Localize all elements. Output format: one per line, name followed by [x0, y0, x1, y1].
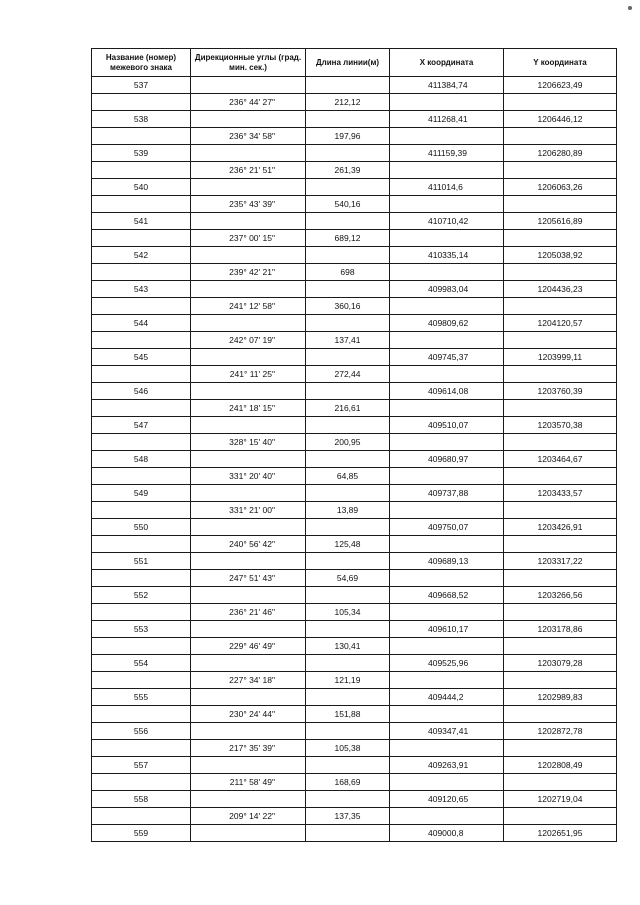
cell-angle	[191, 77, 306, 94]
cell-length: 105,34	[306, 604, 390, 621]
cell-length: 151,88	[306, 706, 390, 723]
cell-y: 1205038,92	[504, 247, 617, 264]
cell-name: 543	[92, 281, 191, 298]
cell-name: 542	[92, 247, 191, 264]
cell-length: 137,41	[306, 332, 390, 349]
cell-angle	[191, 825, 306, 842]
table-row	[92, 383, 617, 400]
cell-y	[504, 604, 617, 621]
cell-y: 1203433,57	[504, 485, 617, 502]
cell-y	[504, 570, 617, 587]
cell-angle: 237° 00' 15"	[191, 230, 306, 247]
cell-y	[504, 638, 617, 655]
table-row	[92, 468, 617, 485]
cell-x: 410710,42	[390, 213, 504, 230]
cell-y: 1202651,95	[504, 825, 617, 842]
table-row	[92, 264, 617, 281]
cell-y	[504, 502, 617, 519]
cell-x	[390, 706, 504, 723]
cell-y: 1206063,26	[504, 179, 617, 196]
cell-y	[504, 536, 617, 553]
cell-name	[92, 468, 191, 485]
cell-name: 549	[92, 485, 191, 502]
cell-name: 553	[92, 621, 191, 638]
cell-x: 410335,14	[390, 247, 504, 264]
cell-y	[504, 434, 617, 451]
cell-name: 538	[92, 111, 191, 128]
table-row	[92, 417, 617, 434]
cell-name: 544	[92, 315, 191, 332]
cell-angle	[191, 587, 306, 604]
cell-length	[306, 213, 390, 230]
cell-length: 212,12	[306, 94, 390, 111]
cell-length	[306, 145, 390, 162]
cell-name: 537	[92, 77, 191, 94]
table-row	[92, 145, 617, 162]
cell-y	[504, 196, 617, 213]
table-row	[92, 604, 617, 621]
table-row	[92, 366, 617, 383]
cell-x	[390, 502, 504, 519]
cell-y	[504, 808, 617, 825]
cell-x: 409750,07	[390, 519, 504, 536]
cell-x: 409614,08	[390, 383, 504, 400]
table-row	[92, 774, 617, 791]
cell-x: 409610,17	[390, 621, 504, 638]
cell-name: 550	[92, 519, 191, 536]
cell-name	[92, 570, 191, 587]
cell-length	[306, 417, 390, 434]
cell-length	[306, 247, 390, 264]
cell-name	[92, 366, 191, 383]
cell-x: 409668,52	[390, 587, 504, 604]
cell-x: 409347,41	[390, 723, 504, 740]
cell-name	[92, 332, 191, 349]
cell-angle: 247° 51' 43"	[191, 570, 306, 587]
header-angle: Дирекционные углы (град. мин. сек.)	[191, 49, 306, 77]
cell-x: 409745,37	[390, 349, 504, 366]
table-row	[92, 315, 617, 332]
cell-length: 121,19	[306, 672, 390, 689]
table-row	[92, 247, 617, 264]
cell-name: 556	[92, 723, 191, 740]
cell-x: 409983,04	[390, 281, 504, 298]
table-row	[92, 723, 617, 740]
cell-name	[92, 298, 191, 315]
cell-length: 125,48	[306, 536, 390, 553]
cell-y: 1203464,67	[504, 451, 617, 468]
cell-name	[92, 400, 191, 417]
cell-y: 1203317,22	[504, 553, 617, 570]
table-row	[92, 808, 617, 825]
cell-name	[92, 230, 191, 247]
cell-length	[306, 723, 390, 740]
cell-x: 411014,6	[390, 179, 504, 196]
cell-name	[92, 94, 191, 111]
cell-angle	[191, 485, 306, 502]
cell-name: 554	[92, 655, 191, 672]
cell-name	[92, 434, 191, 451]
cell-name	[92, 536, 191, 553]
table-row	[92, 400, 617, 417]
cell-x	[390, 298, 504, 315]
cell-name: 551	[92, 553, 191, 570]
cell-name	[92, 128, 191, 145]
cell-angle: 241° 18' 15"	[191, 400, 306, 417]
cell-length	[306, 655, 390, 672]
cell-name	[92, 808, 191, 825]
cell-x	[390, 434, 504, 451]
cell-length: 64,85	[306, 468, 390, 485]
cell-x	[390, 536, 504, 553]
cell-angle: 236° 34' 58"	[191, 128, 306, 145]
table-body	[92, 77, 617, 842]
cell-length: 360,16	[306, 298, 390, 315]
cell-angle	[191, 757, 306, 774]
cell-length	[306, 349, 390, 366]
cell-length: 137,35	[306, 808, 390, 825]
cell-angle	[191, 621, 306, 638]
cell-angle: 241° 12' 58"	[191, 298, 306, 315]
cell-y	[504, 298, 617, 315]
cell-angle	[191, 213, 306, 230]
cell-length: 261,39	[306, 162, 390, 179]
cell-name: 557	[92, 757, 191, 774]
cell-angle: 236° 21' 51"	[191, 162, 306, 179]
cell-length: 105,38	[306, 740, 390, 757]
cell-length	[306, 553, 390, 570]
cell-angle: 217° 35' 39"	[191, 740, 306, 757]
cell-length: 130,41	[306, 638, 390, 655]
cell-length	[306, 77, 390, 94]
cell-name	[92, 672, 191, 689]
cell-x	[390, 672, 504, 689]
cell-angle	[191, 383, 306, 400]
cell-y	[504, 366, 617, 383]
cell-x: 411159,39	[390, 145, 504, 162]
cell-y	[504, 128, 617, 145]
table-row	[92, 77, 617, 94]
cell-length	[306, 757, 390, 774]
cell-angle: 241° 11' 25"	[191, 366, 306, 383]
cell-x: 409680,97	[390, 451, 504, 468]
table-row	[92, 94, 617, 111]
cell-name: 546	[92, 383, 191, 400]
table-row	[92, 213, 617, 230]
cell-x	[390, 740, 504, 757]
cell-name	[92, 604, 191, 621]
cell-length: 216,61	[306, 400, 390, 417]
cell-angle: 229° 46' 49"	[191, 638, 306, 655]
cell-y	[504, 740, 617, 757]
table-row	[92, 519, 617, 536]
cell-length	[306, 383, 390, 400]
cell-length: 197,96	[306, 128, 390, 145]
cell-angle	[191, 281, 306, 298]
cell-y: 1203999,11	[504, 349, 617, 366]
cell-length	[306, 621, 390, 638]
cell-y: 1202872,78	[504, 723, 617, 740]
table-row	[92, 587, 617, 604]
cell-length: 540,16	[306, 196, 390, 213]
table-row	[92, 757, 617, 774]
cell-y	[504, 162, 617, 179]
cell-x: 409525,96	[390, 655, 504, 672]
cell-name	[92, 706, 191, 723]
cell-angle: 235° 43' 39"	[191, 196, 306, 213]
cell-length: 168,69	[306, 774, 390, 791]
cell-angle	[191, 655, 306, 672]
cell-x: 409809,62	[390, 315, 504, 332]
table-row	[92, 332, 617, 349]
cell-y	[504, 94, 617, 111]
cell-y: 1203760,39	[504, 383, 617, 400]
table-row	[92, 179, 617, 196]
cell-x: 409510,07	[390, 417, 504, 434]
table-row	[92, 621, 617, 638]
cell-y: 1202719,04	[504, 791, 617, 808]
table-row	[92, 230, 617, 247]
cell-x	[390, 638, 504, 655]
header-name: Название (номер) межевого знака	[92, 49, 191, 77]
cell-x: 409000,8	[390, 825, 504, 842]
cell-angle	[191, 315, 306, 332]
cell-name: 539	[92, 145, 191, 162]
cell-y	[504, 332, 617, 349]
cell-length	[306, 689, 390, 706]
cell-angle: 331° 21' 00"	[191, 502, 306, 519]
cell-y	[504, 774, 617, 791]
cell-x: 411384,74	[390, 77, 504, 94]
table-row	[92, 706, 617, 723]
cell-y	[504, 400, 617, 417]
cell-name: 545	[92, 349, 191, 366]
table-row	[92, 434, 617, 451]
cell-length: 698	[306, 264, 390, 281]
cell-y: 1204120,57	[504, 315, 617, 332]
cell-angle	[191, 145, 306, 162]
cell-angle: 240° 56' 42"	[191, 536, 306, 553]
cell-length	[306, 519, 390, 536]
cell-x	[390, 162, 504, 179]
table-row	[92, 111, 617, 128]
cell-name	[92, 774, 191, 791]
cell-angle: 227° 34' 18"	[191, 672, 306, 689]
cell-length	[306, 791, 390, 808]
cell-name: 540	[92, 179, 191, 196]
cell-angle: 211° 58' 49"	[191, 774, 306, 791]
cell-length	[306, 485, 390, 502]
header-length: Длина линии(м)	[306, 49, 390, 77]
cell-x	[390, 332, 504, 349]
cell-x: 411268,41	[390, 111, 504, 128]
cell-length	[306, 111, 390, 128]
cell-x	[390, 264, 504, 281]
cell-angle	[191, 519, 306, 536]
cell-length	[306, 825, 390, 842]
cell-y: 1206446,12	[504, 111, 617, 128]
cell-angle	[191, 723, 306, 740]
table-row	[92, 655, 617, 672]
cell-name	[92, 196, 191, 213]
cell-angle: 236° 44' 27"	[191, 94, 306, 111]
cell-y: 1202808,49	[504, 757, 617, 774]
cell-x	[390, 196, 504, 213]
cell-name: 547	[92, 417, 191, 434]
cell-angle	[191, 179, 306, 196]
cell-x: 409120,65	[390, 791, 504, 808]
cell-length	[306, 451, 390, 468]
table-row	[92, 281, 617, 298]
cell-name: 558	[92, 791, 191, 808]
cell-length	[306, 179, 390, 196]
table-row	[92, 128, 617, 145]
cell-angle	[191, 451, 306, 468]
cell-angle: 239° 42' 21"	[191, 264, 306, 281]
cell-length: 272,44	[306, 366, 390, 383]
cell-angle: 236° 21' 46"	[191, 604, 306, 621]
cell-name	[92, 502, 191, 519]
cell-name: 548	[92, 451, 191, 468]
cell-angle	[191, 111, 306, 128]
cell-name	[92, 264, 191, 281]
cell-length	[306, 315, 390, 332]
cell-x	[390, 230, 504, 247]
cell-x: 409444,2	[390, 689, 504, 706]
cell-angle: 209° 14' 22"	[191, 808, 306, 825]
header-row	[92, 49, 617, 77]
table-row	[92, 570, 617, 587]
cell-x	[390, 366, 504, 383]
table-row	[92, 196, 617, 213]
cell-angle: 242° 07' 19"	[191, 332, 306, 349]
table-row	[92, 162, 617, 179]
cell-angle: 331° 20' 40"	[191, 468, 306, 485]
cell-length	[306, 281, 390, 298]
cell-name: 552	[92, 587, 191, 604]
header-y: Y координата	[504, 49, 617, 77]
cell-angle	[191, 247, 306, 264]
cell-name	[92, 638, 191, 655]
cell-y: 1202989,83	[504, 689, 617, 706]
cell-y: 1203178,86	[504, 621, 617, 638]
cell-length: 13,89	[306, 502, 390, 519]
cell-angle	[191, 349, 306, 366]
cell-x: 409689,13	[390, 553, 504, 570]
cell-name: 541	[92, 213, 191, 230]
table-row	[92, 536, 617, 553]
cell-y: 1204436,23	[504, 281, 617, 298]
cell-x	[390, 808, 504, 825]
cell-x	[390, 468, 504, 485]
cell-y	[504, 706, 617, 723]
header-x: X координата	[390, 49, 504, 77]
cell-angle	[191, 417, 306, 434]
cell-y: 1203266,56	[504, 587, 617, 604]
table-row	[92, 485, 617, 502]
table-row	[92, 502, 617, 519]
cell-y	[504, 672, 617, 689]
table-row	[92, 553, 617, 570]
cell-y	[504, 230, 617, 247]
table-row	[92, 451, 617, 468]
cell-y: 1206280,89	[504, 145, 617, 162]
cell-angle: 230° 24' 44"	[191, 706, 306, 723]
cell-y: 1206623,49	[504, 77, 617, 94]
cell-y: 1203426,91	[504, 519, 617, 536]
cell-x	[390, 774, 504, 791]
cell-y: 1203079,28	[504, 655, 617, 672]
cell-x: 409737,88	[390, 485, 504, 502]
cell-x	[390, 570, 504, 587]
cell-name	[92, 740, 191, 757]
cell-length: 200,95	[306, 434, 390, 451]
cell-y	[504, 264, 617, 281]
cell-length: 689,12	[306, 230, 390, 247]
cell-length	[306, 587, 390, 604]
cell-x	[390, 604, 504, 621]
cell-x	[390, 94, 504, 111]
table-row	[92, 672, 617, 689]
cell-angle	[191, 553, 306, 570]
table-row	[92, 349, 617, 366]
table-row	[92, 689, 617, 706]
cell-angle	[191, 689, 306, 706]
cell-name	[92, 162, 191, 179]
table-row	[92, 791, 617, 808]
cell-angle	[191, 791, 306, 808]
cell-name: 559	[92, 825, 191, 842]
cell-x	[390, 128, 504, 145]
boundary-coordinates-table	[91, 48, 617, 842]
cell-y	[504, 468, 617, 485]
corner-mark	[628, 6, 632, 10]
cell-y: 1203570,38	[504, 417, 617, 434]
cell-name: 555	[92, 689, 191, 706]
cell-y: 1205616,89	[504, 213, 617, 230]
cell-x: 409263,91	[390, 757, 504, 774]
table-row	[92, 825, 617, 842]
cell-angle: 328° 15' 40"	[191, 434, 306, 451]
table-row	[92, 638, 617, 655]
cell-x	[390, 400, 504, 417]
table-row	[92, 298, 617, 315]
table-row	[92, 740, 617, 757]
cell-length: 54,69	[306, 570, 390, 587]
